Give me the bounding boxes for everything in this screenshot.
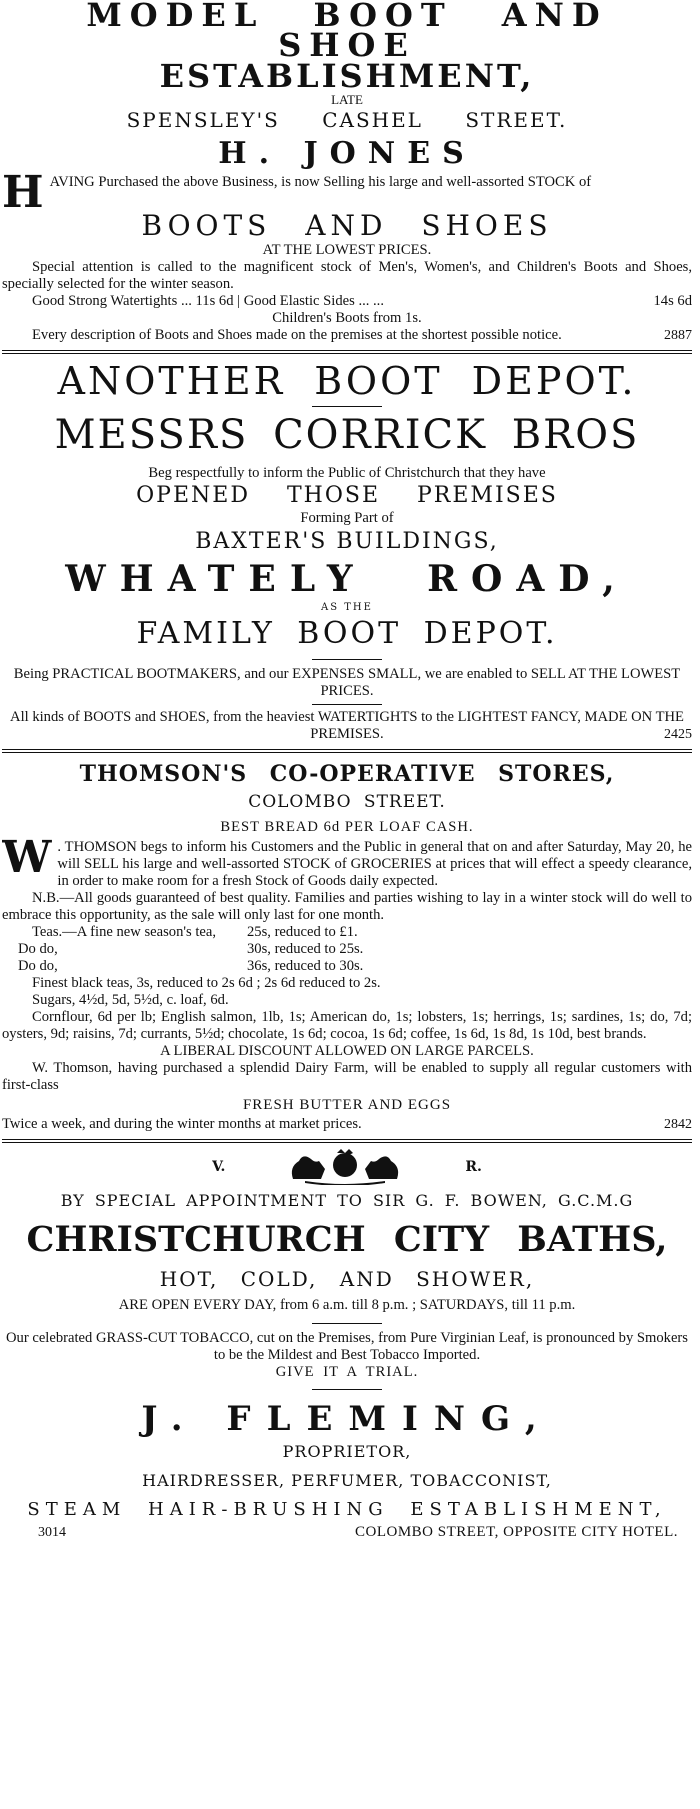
short-rule <box>312 1323 382 1324</box>
ad-thomson-stores <box>2 759 692 1133</box>
ad3-ref: 2842 <box>664 1117 692 1132</box>
tea-name: Teas.—A fine new season's tea, <box>32 924 216 940</box>
ad2-road: WHATELY ROAD, <box>65 558 629 600</box>
tea-price: 36s, reduced to 30s. <box>247 958 364 974</box>
ad2-line1: Beg respectfully to inform the Public of Christchurch that they have <box>148 465 546 481</box>
ad3-butter: FRESH BUTTER AND EGGS <box>242 1097 452 1113</box>
ad1-headline: BOOTS AND SHOES <box>141 209 553 242</box>
ad4-title: CHRISTCHURCH CITY BATHS, <box>26 1219 668 1260</box>
ad2-name: MESSRS CORRICK BROS <box>54 412 640 458</box>
tea-price: 30s, reduced to 25s. <box>247 941 364 957</box>
ad1-children: Children's Boots from 1s. <box>272 310 422 326</box>
ad-another-boot-depot <box>2 360 692 743</box>
ad3-bread: BEST BREAD 6d PER LOAF CASH. <box>220 819 474 835</box>
ad1-address: SPENSLEY'S CASHEL STREET. <box>126 108 568 132</box>
short-rule <box>312 704 382 705</box>
tea-name: Do do, <box>18 941 58 957</box>
ad1-late: LATE <box>331 92 363 107</box>
ad4-trades: HAIRDRESSER, PERFUMER, TOBACCONIST, <box>142 1471 552 1490</box>
ad4-ref: 3014 <box>38 1525 66 1540</box>
ad4-appointment: BY SPECIAL APPOINTMENT TO SIR G. F. BOWEN, G.C.M.G <box>60 1191 634 1210</box>
divider <box>2 749 692 753</box>
ad3-cornflour: Cornflour, 6d per lb; English salmon, 1lb, 1s; American do, 1s; lobsters, 1s; herrings, 1s; sardines, 1s; do, 7d; oysters, 9d; raisins, 7d; currants, 5½d; chocolate, 1s 6d; cocoa, 1s 6d; coffee, 1s 6d, 1s 8d, 1s 10d, best brands. <box>2 1009 692 1042</box>
ad2-title: ANOTHER BOOT DEPOT. <box>57 359 637 403</box>
tea-row <box>2 924 692 941</box>
short-rule <box>312 406 382 407</box>
ad2-as-the: AS THE <box>321 602 373 613</box>
ad4-sub: HOT, COLD, AND SHOWER, <box>159 1267 535 1291</box>
tea-name: Do do, <box>18 958 58 974</box>
ad3-discount: A LIBERAL DISCOUNT ALLOWED ON LARGE PARCELS. <box>160 1043 534 1059</box>
ad3-black: Finest black teas, 3s, reduced to 2s 6d ; 2s 6d reduced to 2s. <box>32 975 381 991</box>
royal-coat-of-arms-icon <box>285 1149 405 1185</box>
vr-v: V. <box>212 1159 226 1175</box>
ad1-title-line2: ESTABLISHMENT, <box>159 57 535 95</box>
ad1-dropcap: H <box>2 174 44 210</box>
ad2-depot: FAMILY BOOT DEPOT. <box>136 616 558 651</box>
ad4-proprietor: PROPRIETOR, <box>282 1442 412 1461</box>
ad4-tobacco: Our celebrated GRASS-CUT TOBACCO, cut on the Premises, from Pure Virginian Leaf, is pronounced by Smokers to be the Mildest and Best Tobacco Imported. <box>6 1330 688 1363</box>
ad4-trial: GIVE IT A TRIAL. <box>275 1364 419 1380</box>
royal-crest-row <box>2 1149 692 1185</box>
tea-price: 25s, reduced to £1. <box>247 924 358 940</box>
ad3-sugars: Sugars, 4½d, 5d, 5½d, c. loaf, 6d. <box>32 992 229 1008</box>
vr-r: R. <box>465 1159 482 1175</box>
divider <box>2 350 692 354</box>
ad2-forming: Forming Part of <box>300 510 394 526</box>
ad2-buildings: BAXTER'S BUILDINGS, <box>195 529 499 554</box>
short-rule <box>312 1389 382 1390</box>
ad1-price-left: Good Strong Watertights ... 11s 6d | Good Elastic Sides ... ... <box>32 293 384 309</box>
ad3-intro: . THOMSON begs to inform his Customers and the Public in general that on and after Saturday, May 20, he will SELL his large and well-assorted STOCK of GROCERIES at prices that will effect a speedy clearance, in order to make room for a fresh Stock of Goods daily expected. <box>57 839 692 889</box>
ad3-nb: N.B.—All goods guaranteed of best quality. Families and parties wishing to lay in a winter stock will do well to embrace this opportunity, as the sale will only last for one month. <box>2 890 692 923</box>
ad1-name: H. JONES <box>218 136 476 171</box>
ad-city-baths <box>2 1149 692 1541</box>
ad3-twice: Twice a week, and during the winter months at market prices. <box>2 1116 362 1132</box>
ad1-para2: Every description of Boots and Shoes made on the premises at the shortest possible notice. <box>32 327 562 343</box>
ad3-dairy: W. Thomson, having purchased a splendid Dairy Farm, will be enabled to supply all regular customers with first-class <box>2 1060 692 1093</box>
ad3-title: THOMSON'S CO-OPERATIVE STORES, <box>79 761 615 787</box>
ad2-para2: All kinds of BOOTS and SHOES, from the heaviest WATERTIGHTS to the LIGHTEST FANCY, MADE ON THE PREMISES. <box>10 709 684 742</box>
ad1-price-row <box>2 293 692 310</box>
ad2-para1: Being PRACTICAL BOOTMAKERS, and our EXPENSES SMALL, we are enabled to SELL AT THE LOWEST PRICES. <box>13 666 681 699</box>
ad2-ref: 2425 <box>664 727 692 742</box>
tea-row <box>2 958 692 975</box>
ad4-steam: STEAM HAIR-BRUSHING ESTABLISHMENT, <box>27 1499 667 1520</box>
ad3-dropcap: W <box>2 839 52 883</box>
ad3-tea-list <box>2 924 692 975</box>
ad1-para1: Special attention is called to the magnificent stock of Men's, Women's, and Children's Boots and Shoes, specially selected for the winter season. <box>2 259 692 292</box>
ad1-intro: AVING Purchased the above Business, is now Selling his large and well-assorted STOCK of <box>49 174 592 190</box>
ad4-name: J. FLEMING, <box>141 1399 553 1439</box>
tea-row <box>2 941 692 958</box>
ad1-subhead: AT THE LOWEST PRICES. <box>262 242 432 258</box>
ad3-street: COLOMBO STREET. <box>248 792 446 812</box>
ad1-ref: 2887 <box>664 328 692 343</box>
ad1-title-line1: MODEL BOOT AND SHOE <box>86 0 608 64</box>
ad4-address: COLOMBO STREET, OPPOSITE CITY HOTEL. <box>355 1524 678 1540</box>
ad1-price-right: 14s 6d <box>653 293 692 309</box>
ad2-opened: OPENED THOSE PREMISES <box>136 483 558 508</box>
ad-model-boot <box>2 0 692 344</box>
ad4-open: ARE OPEN EVERY DAY, from 6 a.m. till 8 p.m. ; SATURDAYS, till 11 p.m. <box>118 1297 576 1313</box>
divider <box>2 1139 692 1143</box>
short-rule <box>312 659 382 660</box>
